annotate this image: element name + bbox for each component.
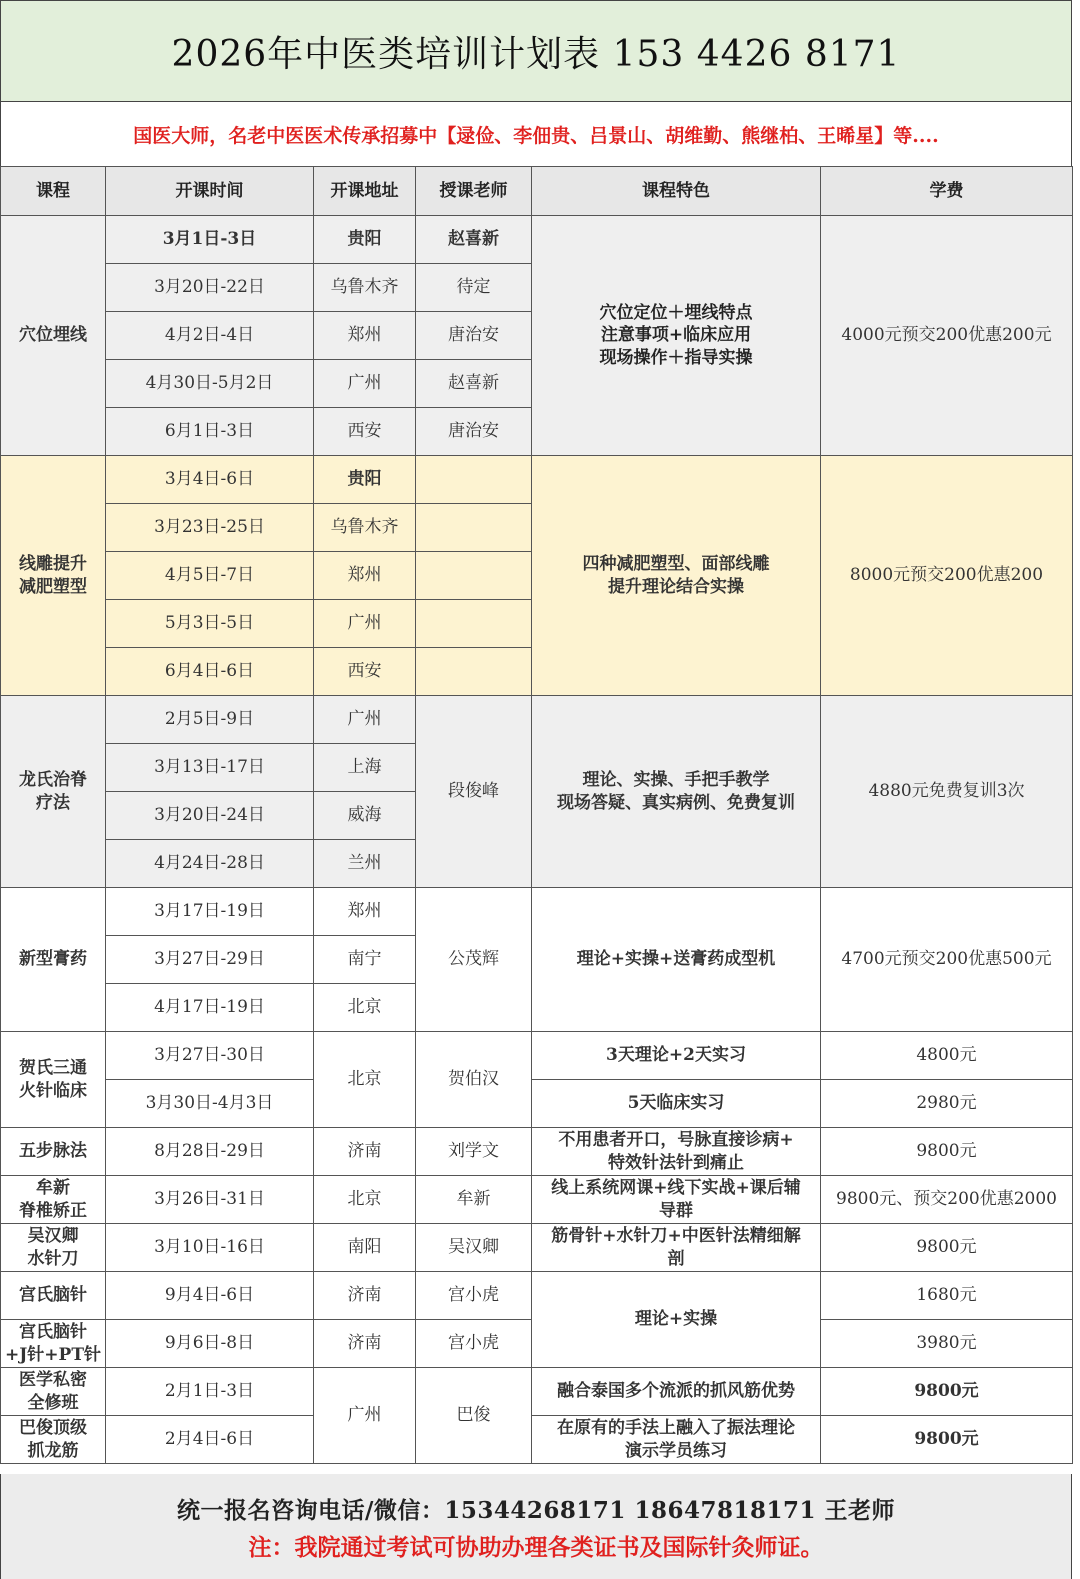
course-place: 广州: [314, 600, 416, 648]
course-teacher: 刘学文: [416, 1128, 532, 1176]
course-time: 4月30日-5月2日: [106, 360, 314, 408]
column-header-time: 开课时间: [106, 167, 314, 216]
course-place: 北京: [314, 1176, 416, 1224]
course-place: 西安: [314, 648, 416, 696]
course-name: 新型膏药: [1, 888, 106, 1032]
course-teacher: 宫小虎: [416, 1320, 532, 1368]
contact-line: 统一报名咨询电话/微信：15344268171 18647818171 王老师: [177, 1497, 895, 1524]
course-place: 南阳: [314, 1224, 416, 1272]
title-banner: [0, 0, 1072, 102]
course-feature: 线上系统网课+线下实战+课后辅 导群: [532, 1176, 821, 1224]
course-fee: 1680元: [821, 1272, 1073, 1320]
course-place: 兰州: [314, 840, 416, 888]
course-feature: 3天理论+2天实习: [532, 1032, 821, 1080]
course-feature: 5天临床实习: [532, 1080, 821, 1128]
course-teacher: 赵喜新: [416, 360, 532, 408]
course-teacher: 巴俊: [416, 1368, 532, 1464]
course-time: 9月4日-6日: [106, 1272, 314, 1320]
course-name: 牟新 脊椎矫正: [1, 1176, 106, 1224]
course-place: 郑州: [314, 552, 416, 600]
column-header-feature: 课程特色: [532, 167, 821, 216]
course-place: 乌鲁木齐: [314, 264, 416, 312]
course-teacher-empty: [416, 600, 532, 648]
course-feature: 理论+实操+送膏药成型机: [532, 888, 821, 1032]
course-time: 6月4日-6日: [106, 648, 314, 696]
table-row: [1, 1368, 1073, 1416]
table-row: [1, 1416, 1073, 1464]
course-place: 贵阳: [314, 216, 416, 264]
course-fee: 9800元、预交200优惠2000: [821, 1176, 1073, 1224]
table-row: [1, 1080, 1073, 1128]
course-time: 3月26日-31日: [106, 1176, 314, 1224]
course-name: 宫氏脑针: [1, 1272, 106, 1320]
course-teacher-empty: [416, 552, 532, 600]
table-row: [1, 1272, 1073, 1320]
course-feature-text: 穴位定位＋埋线特点 注意事项+临床应用 现场操作＋指导实操: [599, 303, 753, 368]
course-name: 医学私密 全修班: [1, 1368, 106, 1416]
course-place: 上海: [314, 744, 416, 792]
course-time: 4月2日-4日: [106, 312, 314, 360]
course-name: 线雕提升 减肥塑型: [1, 456, 106, 696]
course-place: 北京: [314, 1032, 416, 1128]
course-time: 5月3日-5日: [106, 600, 314, 648]
course-teacher: 赵喜新: [416, 216, 532, 264]
course-name: 宫氏脑针 +J针+PT针: [1, 1320, 106, 1368]
page-title: 2026年中医类培训计划表 153 4426 8171: [171, 33, 901, 75]
course-name: 贺氏三通 火针临床: [1, 1032, 106, 1128]
course-place: 广州: [314, 360, 416, 408]
course-name: 五步脉法: [1, 1128, 106, 1176]
course-time: 2月5日-9日: [106, 696, 314, 744]
course-time: 3月27日-30日: [106, 1032, 314, 1080]
course-time: 6月1日-3日: [106, 408, 314, 456]
course-name: 龙氏治脊 疗法: [1, 696, 106, 888]
course-place: 南宁: [314, 936, 416, 984]
course-fee: 9800元: [821, 1416, 1073, 1464]
course-time: 3月13日-17日: [106, 744, 314, 792]
table-row: [1, 696, 1073, 744]
course-place: 北京: [314, 984, 416, 1032]
recruitment-notice: 国医大师，名老中医医术传承招募中【逯俭、李佃贵、吕景山、胡维勤、熊继柏、王晞星】等....: [0, 102, 1072, 166]
course-time: 2月4日-6日: [106, 1416, 314, 1464]
course-fee: 2980元: [821, 1080, 1073, 1128]
course-time: 4月5日-7日: [106, 552, 314, 600]
course-time: 2月1日-3日: [106, 1368, 314, 1416]
course-time: 9月6日-8日: [106, 1320, 314, 1368]
course-name: 吴汉卿 水针刀: [1, 1224, 106, 1272]
course-fee: 4800元: [821, 1032, 1073, 1080]
course-teacher: 公茂辉: [416, 888, 532, 1032]
footer-contact: [0, 1474, 1072, 1579]
course-teacher-empty: [416, 456, 532, 504]
course-time: 3月23日-25日: [106, 504, 314, 552]
course-time: 3月20日-24日: [106, 792, 314, 840]
course-teacher: 宫小虎: [416, 1272, 532, 1320]
course-teacher: 唐治安: [416, 312, 532, 360]
course-teacher: 待定: [416, 264, 532, 312]
course-feature: [532, 216, 821, 456]
column-header-place: 开课地址: [314, 167, 416, 216]
course-feature: 筋骨针+水针刀+中医针法精细解 剖: [532, 1224, 821, 1272]
course-teacher: 段俊峰: [416, 696, 532, 888]
course-time: 3月20日-22日: [106, 264, 314, 312]
table-row: [1, 216, 1073, 264]
course-place: 济南: [314, 1128, 416, 1176]
course-feature: 融合泰国多个流派的抓风筋优势: [532, 1368, 821, 1416]
course-fee: 9800元: [821, 1368, 1073, 1416]
course-time: 4月17日-19日: [106, 984, 314, 1032]
course-time: 4月24日-28日: [106, 840, 314, 888]
course-fee: 9800元: [821, 1128, 1073, 1176]
course-time: 3月1日-3日: [106, 216, 314, 264]
course-place: 广州: [314, 1368, 416, 1464]
course-time: 3月17日-19日: [106, 888, 314, 936]
course-teacher: 吴汉卿: [416, 1224, 532, 1272]
course-place: 济南: [314, 1320, 416, 1368]
course-time: 3月10日-16日: [106, 1224, 314, 1272]
course-teacher: 贺伯汉: [416, 1032, 532, 1128]
course-place: 广州: [314, 696, 416, 744]
schedule-table: [0, 166, 1073, 1464]
course-teacher: 唐治安: [416, 408, 532, 456]
certificate-note: 注：我院通过考试可协助办理各类证书及国际针灸师证。: [248, 1534, 824, 1561]
course-feature: 理论、实操、手把手教学 现场答疑、真实病例、免费复训: [532, 696, 821, 888]
course-place: 郑州: [314, 888, 416, 936]
column-header-fee: 学费: [821, 167, 1073, 216]
table-header-row: [1, 167, 1073, 216]
column-header-course: 课程: [1, 167, 106, 216]
course-time: 3月27日-29日: [106, 936, 314, 984]
course-time: 8月28日-29日: [106, 1128, 314, 1176]
course-fee: 3980元: [821, 1320, 1073, 1368]
course-teacher-empty: [416, 648, 532, 696]
course-teacher: 牟新: [416, 1176, 532, 1224]
course-place: 郑州: [314, 312, 416, 360]
course-feature: 四种减肥塑型、面部线雕 提升理论结合实操: [532, 456, 821, 696]
column-header-teacher: 授课老师: [416, 167, 532, 216]
course-fee: 4700元预交200优惠500元: [821, 888, 1073, 1032]
course-place: 西安: [314, 408, 416, 456]
course-fee: 8000元预交200优惠200: [821, 456, 1073, 696]
course-name: 穴位埋线: [1, 216, 106, 456]
course-fee: 4880元免费复训3次: [821, 696, 1073, 888]
table-row: [1, 1032, 1073, 1080]
course-name: 巴俊顶级 抓龙筋: [1, 1416, 106, 1464]
course-teacher-empty: [416, 504, 532, 552]
course-fee: 4000元预交200优惠200元: [821, 216, 1073, 456]
table-row: [1, 456, 1073, 504]
course-place: 济南: [314, 1272, 416, 1320]
course-place: 威海: [314, 792, 416, 840]
course-place: 贵阳: [314, 456, 416, 504]
table-row: [1, 888, 1073, 936]
course-feature: 理论+实操: [532, 1272, 821, 1368]
course-time: 3月4日-6日: [106, 456, 314, 504]
course-place: 乌鲁木齐: [314, 504, 416, 552]
course-feature: 不用患者开口，号脉直接诊病+ 特效针法针到痛止: [532, 1128, 821, 1176]
course-feature: 在原有的手法上融入了振法理论 演示学员练习: [532, 1416, 821, 1464]
table-row: [1, 1128, 1073, 1176]
table-row: [1, 1176, 1073, 1224]
course-time: 3月30日-4月3日: [106, 1080, 314, 1128]
course-fee: 9800元: [821, 1224, 1073, 1272]
table-row: [1, 1224, 1073, 1272]
